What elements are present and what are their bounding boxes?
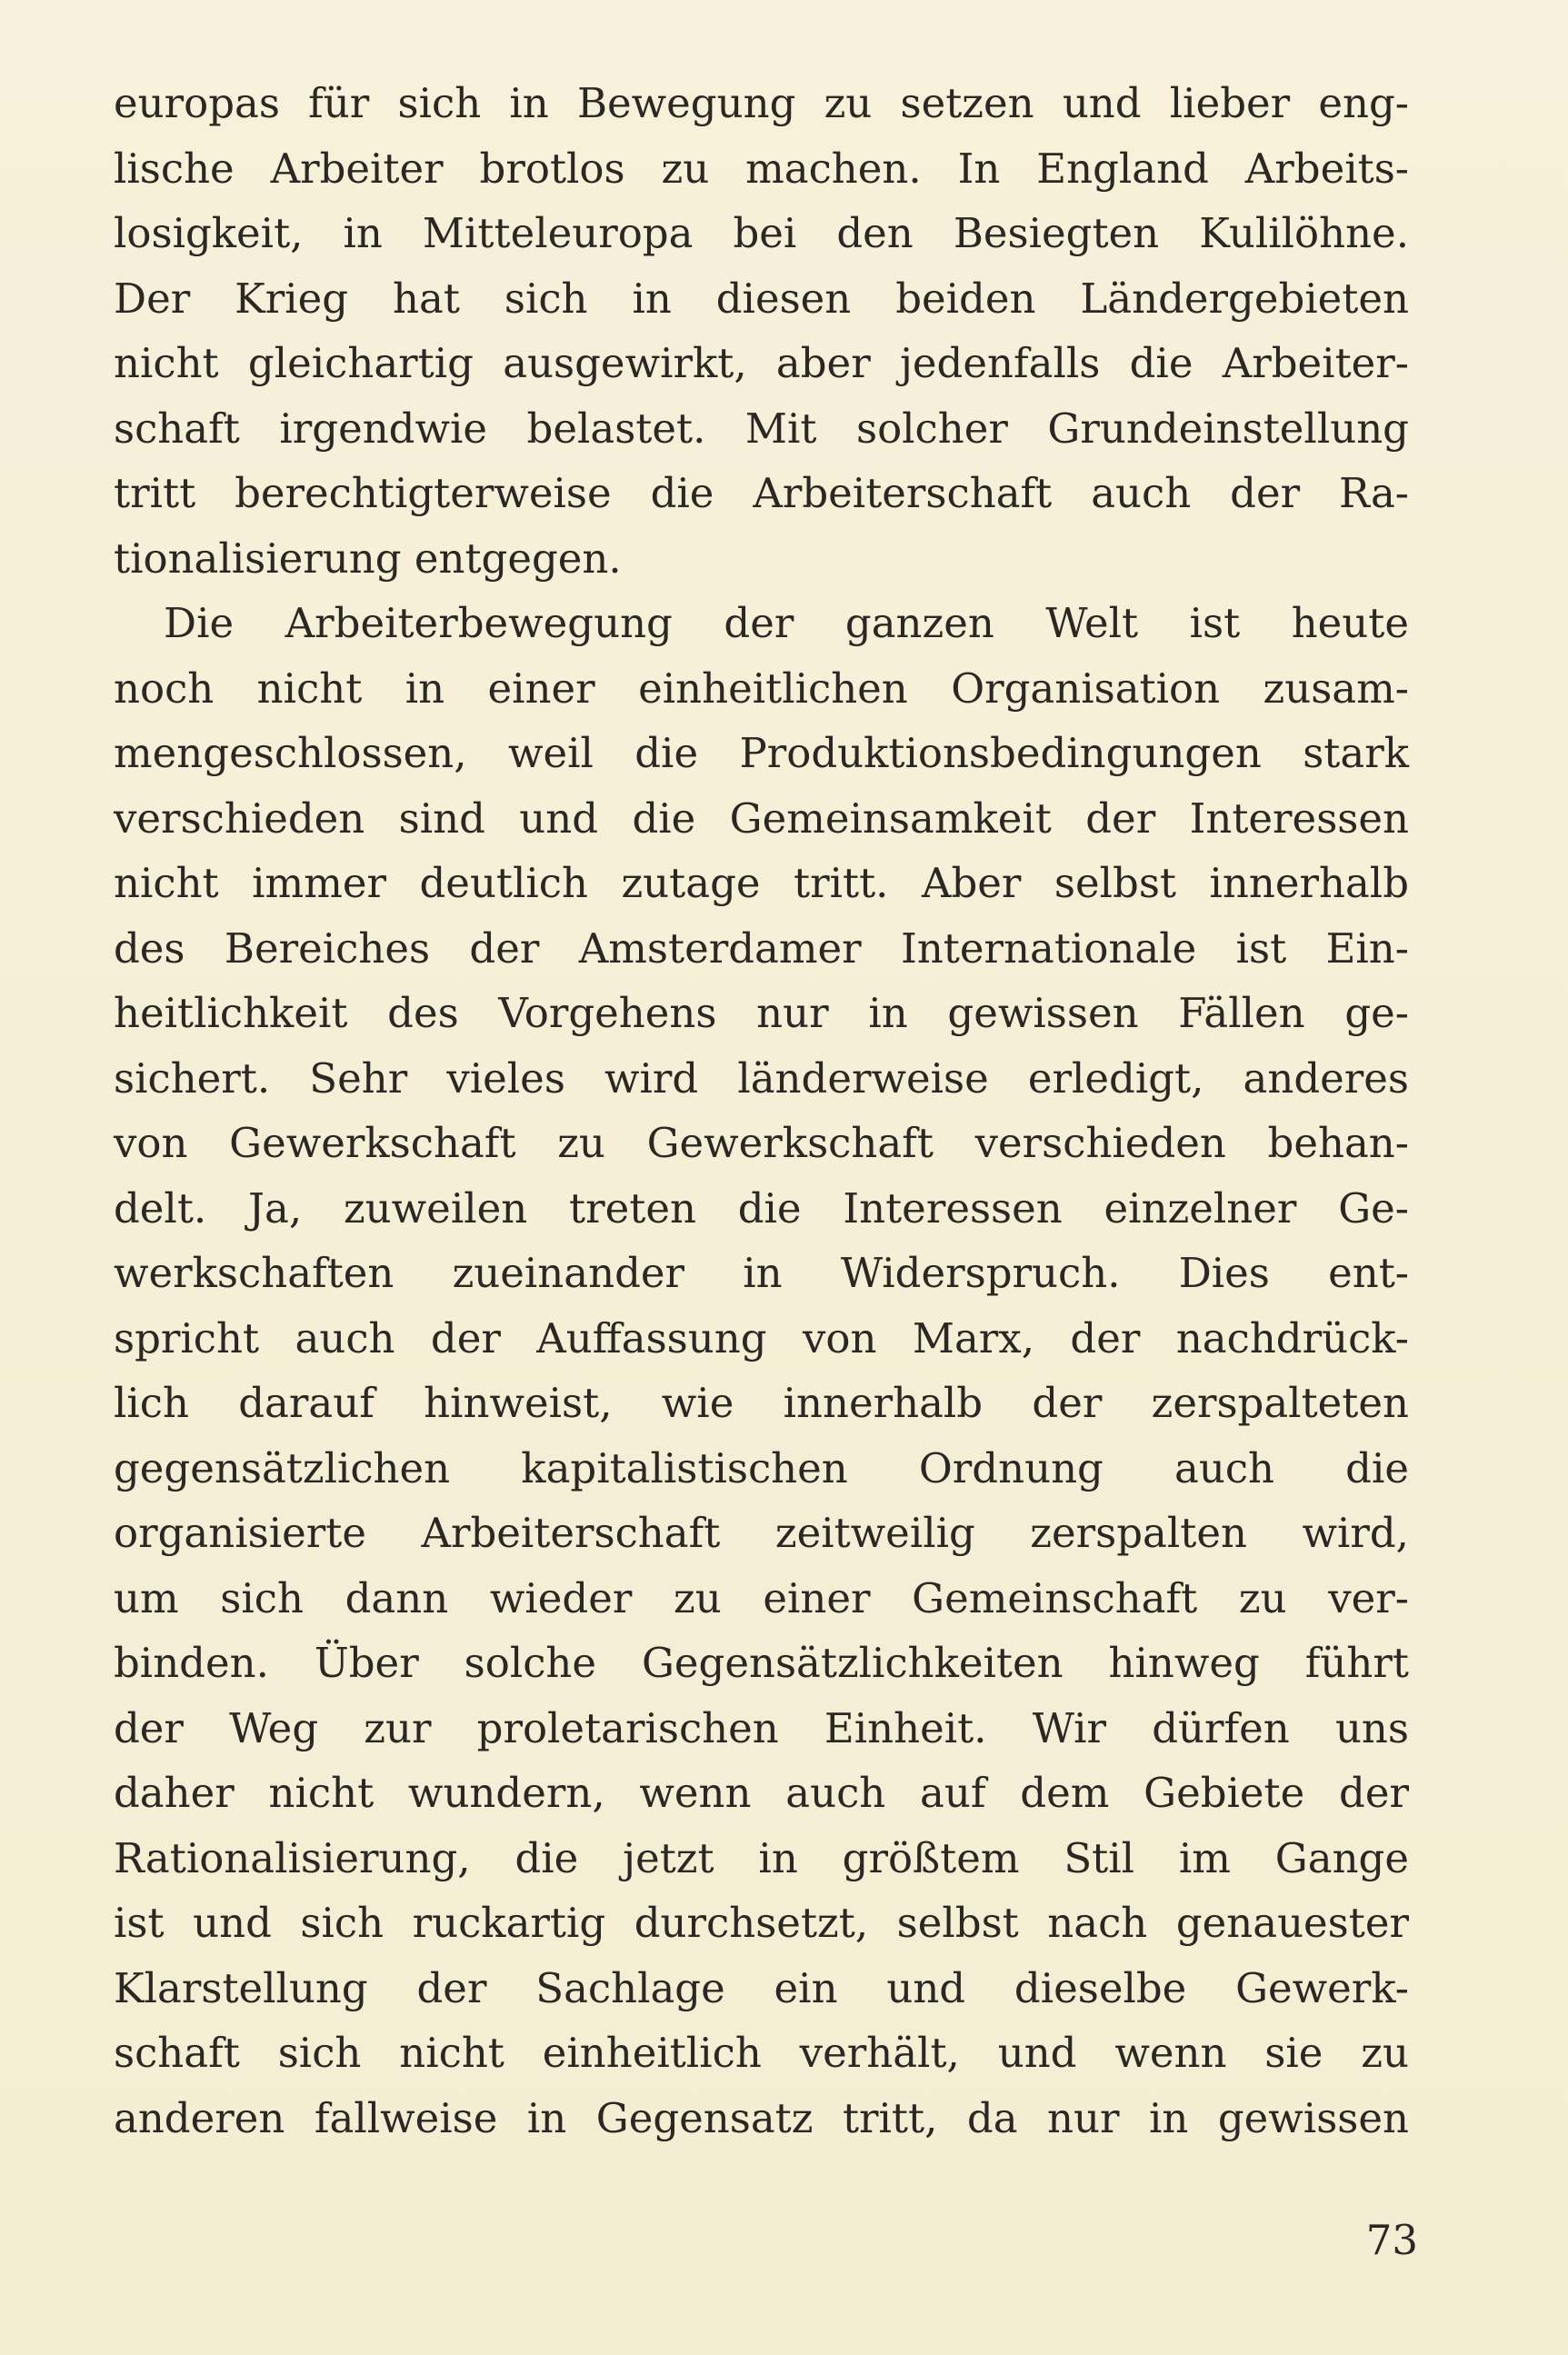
text-line: europas für sich in Bewegung zu setzen und lieber eng- xyxy=(114,79,1409,127)
text-line: sichert. Sehr vieles wird länderweise erledigt, anderes xyxy=(114,1053,1409,1103)
text-line: gegensätzlichen kapitalistischen Ordnung auch die xyxy=(114,1443,1409,1492)
text-line: mengeschlossen, weil die Produktionsbedingungen stark xyxy=(114,729,1409,777)
text-line: Die Arbeiterbewegung der ganzen Welt ist heute xyxy=(164,599,1409,647)
text-line: heitlichkeit des Vorgehens nur in gewissen Fällen ge- xyxy=(114,989,1409,1037)
text-line: nicht gleichartig ausgewirkt, aber jedenfalls die Arbeiter- xyxy=(114,339,1409,387)
text-line: werkschaften zueinander in Widerspruch. Dies ent- xyxy=(114,1249,1409,1297)
text-line: organisierte Arbeiterschaft zeitweilig zerspalten wird, xyxy=(114,1509,1409,1557)
text-line: tritt berechtigterweise die Arbeiterschaft auch der Ra- xyxy=(114,469,1409,517)
text-line: verschieden sind und die Gemeinsamkeit der Interessen xyxy=(114,793,1409,843)
text-line: losigkeit, in Mitteleuropa bei den Besiegten Kulilöhne. xyxy=(114,209,1409,257)
text-line: lische Arbeiter brotlos zu machen. In England Arbeits- xyxy=(114,144,1409,193)
body-text xyxy=(114,71,1409,2150)
text-line: binden. Über solche Gegensätzlichkeiten hinweg führt xyxy=(114,1639,1409,1687)
text-line: nicht immer deutlich zutage tritt. Aber selbst innerhalb xyxy=(114,859,1409,907)
text-line: des Bereiches der Amsterdamer Internationale ist Ein- xyxy=(114,923,1409,973)
text-line: Der Krieg hat sich in diesen beiden Ländergebieten xyxy=(114,274,1409,323)
text-line: von Gewerkschaft zu Gewerkschaft verschieden behan- xyxy=(114,1119,1409,1167)
text-line: schaft irgendwie belastet. Mit solcher Grundeinstellung xyxy=(114,404,1409,453)
text-line: lich darauf hinweist, wie innerhalb der zerspalteten xyxy=(114,1379,1409,1427)
text-line: schaft sich nicht einheitlich verhält, und wenn sie zu xyxy=(114,2029,1409,2077)
text-line: delt. Ja, zuweilen treten die Interessen einzelner Ge- xyxy=(114,1183,1409,1232)
text-line: daher nicht wundern, wenn auch auf dem Gebiete der xyxy=(114,1769,1409,1817)
text-line: der Weg zur proletarischen Einheit. Wir dürfen uns xyxy=(114,1703,1409,1752)
text-line: noch nicht in einer einheitlichen Organisation zusam- xyxy=(114,664,1409,713)
text-line: tionalisierung entgegen. xyxy=(114,534,622,583)
text-line: Rationalisierung, die jetzt in größtem Stil im Gange xyxy=(114,1833,1409,1882)
text-line: spricht auch der Auffassung von Marx, der nachdrück- xyxy=(114,1313,1409,1362)
text-line: Klarstellung der Sachlage ein und dieselbe Gewerk- xyxy=(114,1963,1409,2012)
text-line: um sich dann wieder zu einer Gemeinschaft zu ver- xyxy=(114,1573,1409,1622)
text-line: anderen fallweise in Gegensatz tritt, da nur in gewissen xyxy=(114,2093,1409,2142)
text-line: ist und sich ruckartig durchsetzt, selbst nach genauester xyxy=(114,1899,1409,1947)
page-number: 73 xyxy=(1365,2216,1418,2264)
